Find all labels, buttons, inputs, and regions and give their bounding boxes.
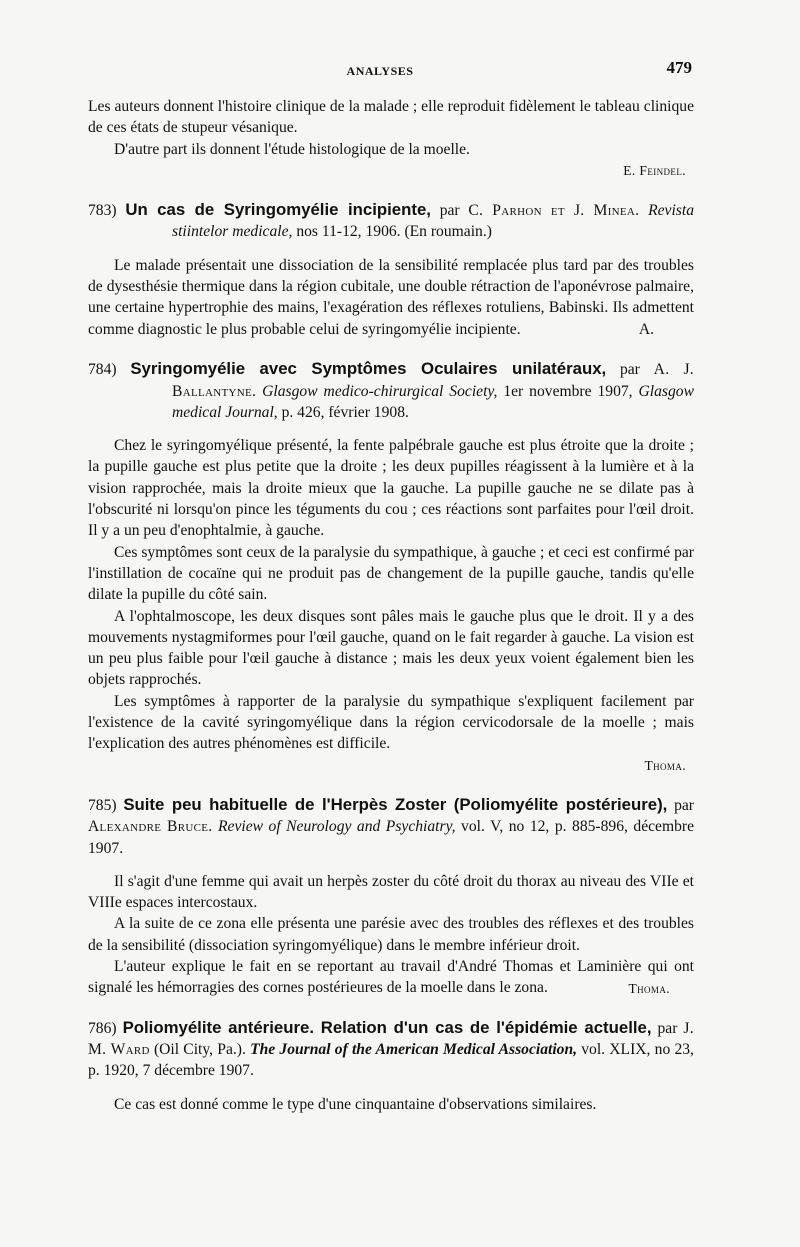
abstract-paragraph: Il s'agit d'une femme qui avait un herpès zoster du côté droit du thorax au niveau des VIIe et VIIIe espaces intercostaux. bbox=[88, 872, 694, 912]
intro-paragraph: D'autre part ils donnent l'étude histologique de la moelle. bbox=[114, 140, 470, 158]
signature: E. Feindel. bbox=[623, 162, 686, 178]
abstract-source: Glasgow medical Journal, bbox=[172, 382, 694, 421]
abstract-authors: C. Parhon et J. Minea. bbox=[468, 202, 640, 220]
abstract-paragraph: A l'ophtalmoscope, les deux disques sont pâles mais le gauche plus que le droit. Il y a des mouvements nystagmiformes pour l'œil gauche, quand on le fait regarder à gauche. La vision est un peu plus faible pour l'œil gauche à distance ; mais les deux yeux voient également bien les objets rapprochés. bbox=[88, 607, 694, 689]
abstract-number: 784) bbox=[88, 361, 117, 379]
abstract-784 bbox=[88, 358, 694, 776]
by-word: par bbox=[439, 202, 460, 220]
abstract-details: vol. XLIX, no 23, p. 1920, 7 décembre 1907. bbox=[88, 1041, 694, 1080]
abstract-heading bbox=[88, 794, 694, 859]
by-word: par bbox=[657, 1019, 678, 1037]
abstract-paragraph: Le malade présentait une dissociation de la sensibilité remplacée plus tard par des troubles de dysesthésie thermique dans la région cubitale, une double rétraction de l'aponévrose palmaire, une certaine hypertrophie des mains, l'exagération des réflexes rotuliens, Babinski. Ils admettent comme diagnostic le plus probable celui de syringomyélie incipiente. bbox=[88, 256, 694, 338]
abstract-source: Glasgow medico-chirurgical Society, bbox=[262, 382, 498, 400]
abstract-paragraph: A la suite de ce zona elle présenta une parésie avec des troubles des réflexes et des troubles de la sensibilité (dissociation syringomyélique) dans le membre inférieur droit. bbox=[88, 915, 694, 954]
running-title: ANALYSES bbox=[346, 64, 414, 78]
abstract-number: 783) bbox=[88, 202, 117, 220]
page-content bbox=[88, 96, 694, 1115]
abstract-source: Review of Neurology and Psychiatry, bbox=[218, 818, 456, 836]
abstract-authors: Alexandre Bruce. bbox=[88, 818, 213, 836]
abstract-details: vol. V, no 12, p. 885-896, décembre 1907. bbox=[88, 818, 695, 857]
abstract-number: 786) bbox=[88, 1019, 117, 1037]
intro-paragraph: Les auteurs donnent l'histoire clinique de la malade ; elle reproduit fidèlement le tableau clinique de ces états de stupeur vésanique. bbox=[88, 98, 694, 137]
abstract-details: 1er novembre 1907, bbox=[503, 382, 633, 400]
abstract-paragraph: Chez le syringomyélique présenté, la fente palpébrale gauche est plus étroite que la droite ; la pupille gauche est plus petite que la droite ; les deux pupilles réagissent à la lumière et à la vision rapprochée, mais la droite mieux que la gauche. La pupille gauche ne se dilate pas à l'obscurité ni lorsqu'on pince les téguments du cou ; ces réactions sont parfaites pour l'œil droit. Il y a un peu d'enophtalmie, à gauche. bbox=[88, 437, 694, 540]
running-header bbox=[0, 58, 800, 84]
by-word: par bbox=[619, 361, 640, 379]
signature: Thoma. bbox=[628, 980, 670, 996]
abstract-title: Suite peu habituelle de l'Herpès Zoster (Poliomyélite postérieure), bbox=[123, 794, 668, 814]
abstract-title: Un cas de Syringomyélie incipiente, bbox=[125, 200, 431, 220]
abstract-heading bbox=[88, 1017, 694, 1082]
abstract-details: nos 11-12, 1906. (En roumain.) bbox=[296, 223, 492, 241]
abstract-heading bbox=[88, 199, 694, 243]
abstract-number: 785) bbox=[88, 796, 117, 814]
abstract-paragraph: Ces symptômes sont ceux de la paralysie du sympathique, à gauche ; et ceci est confirmé par l'instillation de cocaïne qui ne produit pas de changement de la pupille gauche, tandis qu'elle dilate la pupille du côté sain. bbox=[88, 543, 694, 604]
abstract-heading bbox=[88, 358, 694, 423]
abstract-authors: A. J. Ballantyne. bbox=[172, 361, 695, 400]
abstract-paragraph: Les symptômes à rapporter de la paralysie du sympathique s'expliquent facilement par l'existence de la cavité syringomyélique dans la région cervicodorsale de la moelle ; mais l'explication des autres phénomènes est difficile. bbox=[88, 692, 694, 753]
page-number: 479 bbox=[666, 58, 692, 77]
abstract-783 bbox=[88, 199, 694, 340]
abstract-title: Poliomyélite antérieure. Relation d'un cas de l'épidémie actuelle, bbox=[122, 1017, 652, 1037]
abstract-details: (Oil City, Pa.). bbox=[153, 1041, 246, 1059]
abstract-authors: J. M. Ward bbox=[88, 1019, 694, 1059]
abstract-786 bbox=[88, 1017, 694, 1115]
abstract-details: p. 426, février 1908. bbox=[281, 403, 409, 421]
abstract-785 bbox=[88, 794, 694, 999]
abstract-source: The Journal of the American Medical Association, bbox=[250, 1041, 578, 1059]
by-word: par bbox=[674, 796, 694, 814]
abstract-paragraph: Ce cas est donné comme le type d'une cinquantaine d'observations similaires. bbox=[114, 1095, 597, 1113]
abstract-paragraph: L'auteur explique le fait en se reportant au travail d'André Thomas et Laminière qui ont signalé les hémorragies des cornes postérieures de la moelle dans le zona. bbox=[88, 957, 694, 997]
signature: Thoma. bbox=[644, 757, 686, 773]
abstract-title: Syringomyélie avec Symptômes Oculaires unilatéraux, bbox=[130, 359, 607, 379]
abstract-source: Revista stiintelor medicale, bbox=[172, 202, 695, 241]
signature: A. bbox=[638, 320, 654, 338]
